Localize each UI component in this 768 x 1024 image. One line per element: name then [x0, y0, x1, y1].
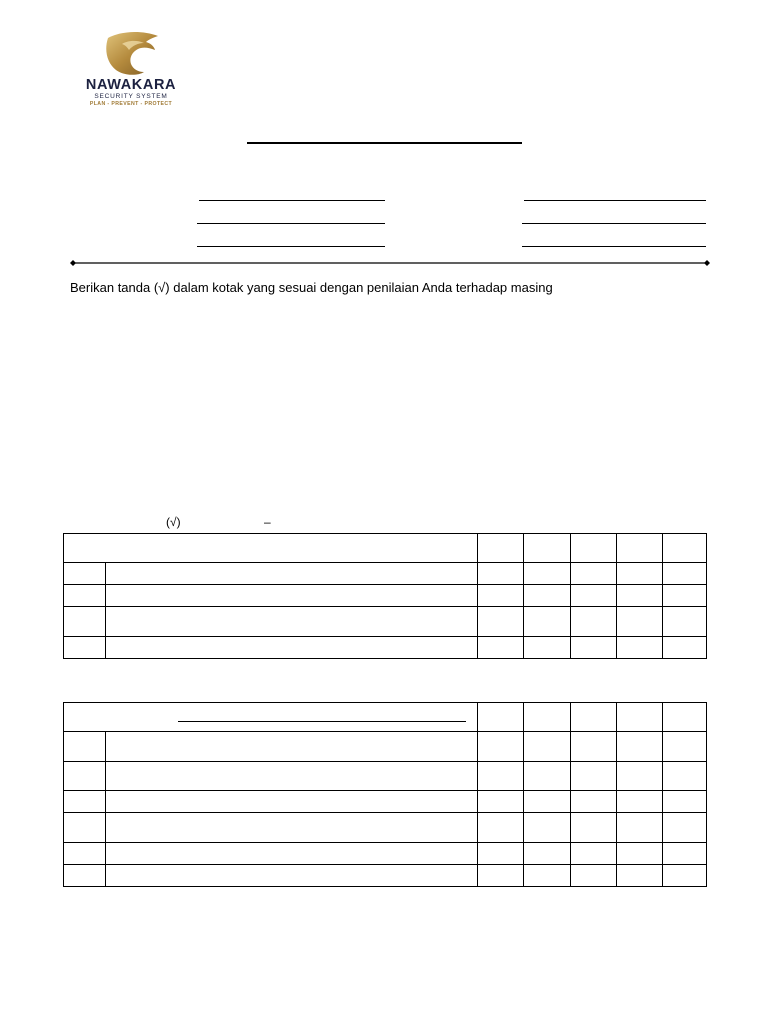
rating-checkbox-cell[interactable] — [663, 791, 707, 813]
row-number-cell — [64, 637, 106, 659]
header-criteria-cell — [64, 534, 478, 563]
rating-checkbox-cell[interactable] — [524, 637, 571, 659]
table-row — [64, 637, 707, 659]
form-field-line — [199, 200, 385, 201]
rating-checkbox-cell[interactable] — [571, 585, 617, 607]
table-header-blank-line — [178, 721, 466, 722]
form-field-line — [522, 246, 706, 247]
row-number-cell — [64, 585, 106, 607]
rating-checkbox-cell[interactable] — [663, 762, 707, 791]
header-score-cell — [524, 534, 571, 563]
table-row — [64, 607, 707, 637]
table-row — [64, 563, 707, 585]
rating-checkbox-cell[interactable] — [571, 563, 617, 585]
header-score-cell — [663, 534, 707, 563]
rating-checkbox-cell[interactable] — [617, 563, 663, 585]
table-row — [64, 585, 707, 607]
row-criteria-cell — [106, 732, 478, 762]
form-field-line — [197, 223, 385, 224]
rating-checkbox-cell[interactable] — [663, 607, 707, 637]
section-divider — [70, 259, 710, 267]
rating-checkbox-cell[interactable] — [524, 791, 571, 813]
rating-checkbox-cell[interactable] — [617, 813, 663, 843]
rating-checkbox-cell[interactable] — [478, 607, 524, 637]
rating-checkbox-cell[interactable] — [524, 607, 571, 637]
row-criteria-cell — [106, 637, 478, 659]
rating-checkbox-cell[interactable] — [663, 563, 707, 585]
header-score-cell — [663, 703, 707, 732]
form-field-line — [524, 200, 706, 201]
row-number-cell — [64, 791, 106, 813]
header-score-cell — [571, 703, 617, 732]
rating-checkbox-cell[interactable] — [524, 865, 571, 887]
title-blank-line — [247, 142, 522, 144]
rating-checkbox-cell[interactable] — [617, 585, 663, 607]
row-criteria-cell — [106, 813, 478, 843]
rating-checkbox-cell[interactable] — [478, 791, 524, 813]
header-score-cell — [571, 534, 617, 563]
rating-checkbox-cell[interactable] — [524, 585, 571, 607]
rating-checkbox-cell[interactable] — [571, 843, 617, 865]
form-field-line — [522, 223, 706, 224]
checkmark-label: (√) — [166, 515, 181, 529]
logo-subtitle: SECURITY SYSTEM — [94, 93, 168, 100]
rating-checkbox-cell[interactable] — [478, 563, 524, 585]
rating-checkbox-cell[interactable] — [571, 732, 617, 762]
header-score-cell — [617, 534, 663, 563]
rating-checkbox-cell[interactable] — [571, 865, 617, 887]
rating-checkbox-cell[interactable] — [617, 732, 663, 762]
rating-checkbox-cell[interactable] — [617, 791, 663, 813]
table-row — [64, 843, 707, 865]
rating-checkbox-cell[interactable] — [617, 865, 663, 887]
row-number-cell — [64, 732, 106, 762]
rating-checkbox-cell[interactable] — [663, 637, 707, 659]
header-criteria-cell — [64, 703, 478, 732]
rating-checkbox-cell[interactable] — [478, 865, 524, 887]
rating-checkbox-cell[interactable] — [478, 843, 524, 865]
row-number-cell — [64, 865, 106, 887]
row-number-cell — [64, 843, 106, 865]
rating-table-2 — [63, 702, 707, 887]
rating-checkbox-cell[interactable] — [524, 762, 571, 791]
rating-table-1 — [63, 533, 707, 659]
company-logo — [66, 30, 196, 112]
rating-checkbox-cell[interactable] — [617, 762, 663, 791]
rating-checkbox-cell[interactable] — [524, 732, 571, 762]
rating-checkbox-cell[interactable] — [571, 813, 617, 843]
header-score-cell — [478, 703, 524, 732]
row-number-cell — [64, 607, 106, 637]
rating-checkbox-cell[interactable] — [617, 843, 663, 865]
table-row — [64, 865, 707, 887]
row-criteria-cell — [106, 791, 478, 813]
rating-checkbox-cell[interactable] — [478, 813, 524, 843]
rating-checkbox-cell[interactable] — [478, 762, 524, 791]
rating-checkbox-cell[interactable] — [524, 813, 571, 843]
table-header-row — [64, 534, 707, 563]
eagle-emblem-icon — [102, 30, 160, 76]
rating-checkbox-cell[interactable] — [617, 607, 663, 637]
rating-checkbox-cell[interactable] — [524, 843, 571, 865]
row-criteria-cell — [106, 607, 478, 637]
logo-tagline: PLAN - PREVENT - PROTECT — [89, 101, 173, 107]
header-score-cell — [617, 703, 663, 732]
row-number-cell — [64, 563, 106, 585]
row-criteria-cell — [106, 843, 478, 865]
header-score-cell — [478, 534, 524, 563]
rating-checkbox-cell[interactable] — [478, 585, 524, 607]
table-row — [64, 732, 707, 762]
row-criteria-cell — [106, 865, 478, 887]
table-row — [64, 762, 707, 791]
rating-checkbox-cell[interactable] — [617, 637, 663, 659]
rating-checkbox-cell[interactable] — [478, 637, 524, 659]
rating-checkbox-cell[interactable] — [571, 637, 617, 659]
table-row — [64, 813, 707, 843]
rating-checkbox-cell[interactable] — [663, 813, 707, 843]
form-field-line — [197, 246, 385, 247]
row-number-cell — [64, 813, 106, 843]
rating-checkbox-cell[interactable] — [478, 732, 524, 762]
row-criteria-cell — [106, 563, 478, 585]
logo-brand-name: NAWAKARA — [85, 77, 177, 93]
rating-checkbox-cell[interactable] — [571, 607, 617, 637]
rating-checkbox-cell[interactable] — [663, 585, 707, 607]
rating-checkbox-cell[interactable] — [663, 732, 707, 762]
header-score-cell — [524, 703, 571, 732]
dash-label: – — [264, 515, 271, 529]
table-header-row — [64, 703, 707, 732]
row-criteria-cell — [106, 762, 478, 791]
row-criteria-cell — [106, 585, 478, 607]
rating-checkbox-cell[interactable] — [524, 563, 571, 585]
rating-checkbox-cell[interactable] — [571, 791, 617, 813]
instruction-text: Berikan tanda (√) dalam kotak yang sesuai dengan penilaian Anda terhadap masing — [70, 280, 553, 295]
rating-checkbox-cell[interactable] — [663, 865, 707, 887]
table-row — [64, 791, 707, 813]
rating-checkbox-cell[interactable] — [663, 843, 707, 865]
row-number-cell — [64, 762, 106, 791]
rating-checkbox-cell[interactable] — [571, 762, 617, 791]
